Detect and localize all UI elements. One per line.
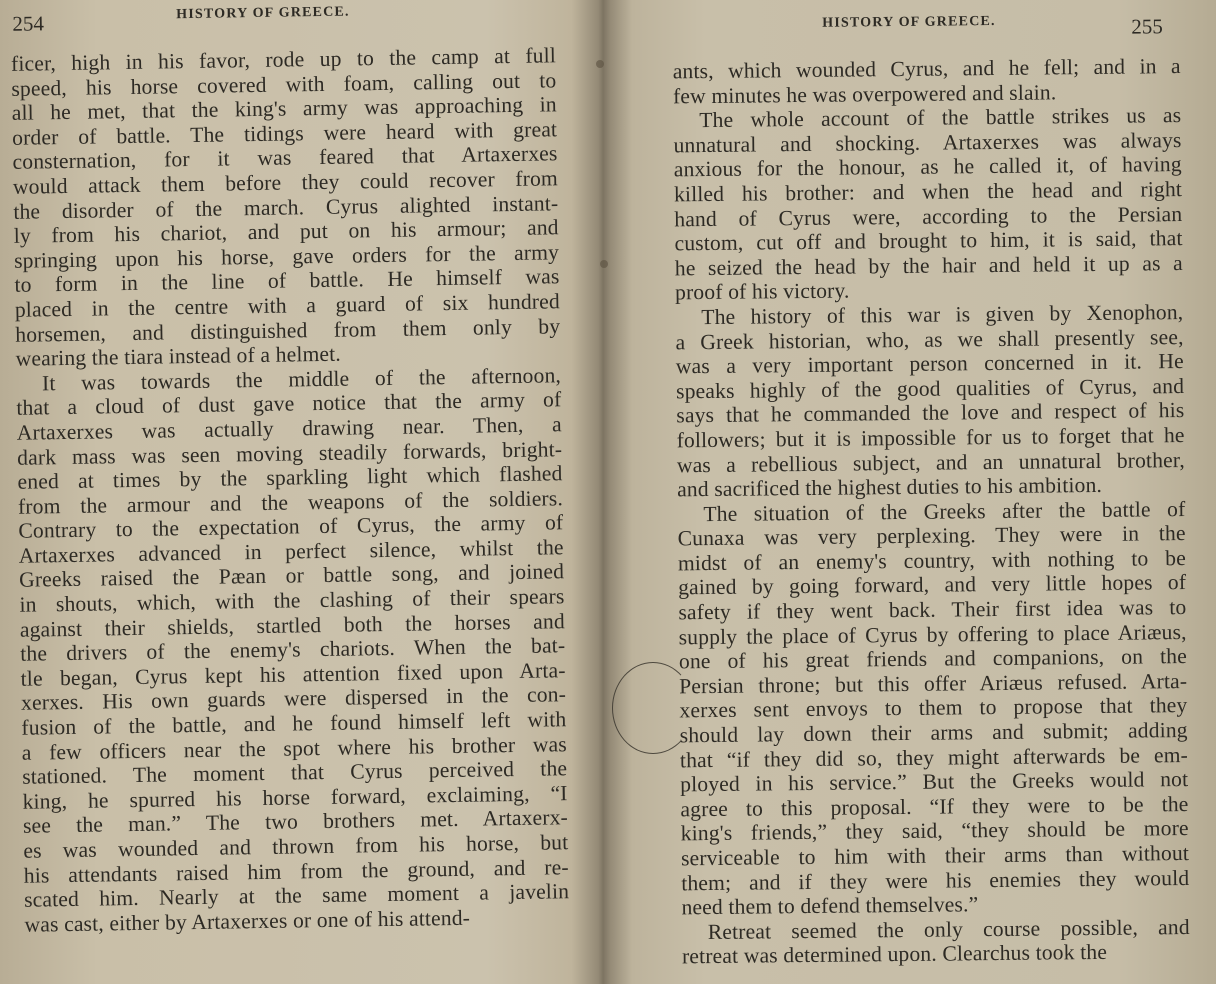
text-line: hand of Cyrus were, according to the Persian	[674, 201, 1183, 231]
text-line: unnatural and shocking. Artaxerxes was always	[673, 127, 1182, 158]
text-line: that “if they did so, they might afterwards be em-	[679, 742, 1189, 772]
text-line: gained by going forward, and very little hopes of	[678, 570, 1187, 600]
text-line: few minutes he was overpowered and slain.	[672, 79, 1057, 108]
text-line: wearing the tiara instead of a helmet.	[15, 341, 342, 371]
text-line: Retreat seemed the only course possible, and	[707, 914, 1190, 944]
text-line: king's friends,” they said, “they should be more	[680, 816, 1189, 846]
text-line: es was wounded and thrown from his horse, but	[23, 830, 569, 863]
gutter-spot	[596, 60, 604, 68]
text-line: It was towards the middle of the afternoon,	[41, 362, 562, 396]
text-line: was a rebellious subject, and an unnatural brother,	[676, 447, 1185, 477]
text-line: horsemen, and distinguished from them only by	[15, 313, 561, 347]
text-line: in shouts, which, with the clashing of their spears	[19, 584, 565, 617]
text-line: followers; but it is impossible for us to forget that he	[676, 422, 1185, 453]
right-page-number: 255	[1131, 14, 1163, 39]
text-line: all he met, that the king's army was approaching in	[11, 92, 557, 126]
text-line: xerxes. His own guards were dispersed in the con-	[20, 682, 567, 716]
text-line: scated him. Nearly at the same moment a javelin	[23, 879, 570, 912]
text-line: speaks highly of the good qualities of Cyrus, and	[675, 373, 1185, 404]
text-line: one of his great friends and companions, on the	[678, 644, 1188, 674]
text-line: The whole account of the battle strikes us as	[699, 103, 1182, 133]
left-page-number: 254	[12, 11, 45, 36]
text-line: a few officers near the spot where his brother was	[21, 731, 567, 765]
left-page-text	[11, 43, 570, 937]
text-line: The history of this war is given by Xenophon,	[701, 299, 1184, 330]
text-line: that a cloud of dust gave notice that the army of	[16, 387, 562, 421]
text-line: says that he commanded the love and respect of his	[676, 398, 1185, 428]
text-line: consternation, for it was feared that Artaxerxes	[12, 141, 558, 175]
text-line: killed his brother: and when the head and right	[673, 177, 1183, 207]
text-line: anxious for the honour, as he called it, of having	[673, 152, 1182, 182]
text-line: was cast, either by Artaxerxes or one of his attend-	[24, 905, 471, 937]
text-line: from the armour and the weapons of the soldiers.	[17, 485, 564, 519]
text-line: ployed in his service.” But the Greeks would not	[680, 767, 1189, 797]
text-line: midst of an enemy's country, with nothing to be	[677, 545, 1186, 576]
text-line: placed in the centre with a guard of six hundred	[14, 289, 560, 322]
text-line: to form in the line of battle. He himself was	[14, 264, 560, 298]
text-line: Persian throne; but this offer Ariæus refused. Arta-	[679, 668, 1188, 699]
text-line: and sacrificed the highest duties to his ambition.	[677, 472, 1103, 502]
text-line: Greeks raised the Pæan or battle song, and joined	[18, 559, 565, 593]
gutter-spot	[600, 260, 608, 268]
text-line: ly from his chariot, and put on his armour; and	[13, 215, 559, 248]
text-line: was a very important person concerned in it. He	[675, 349, 1184, 379]
text-line: fusion of the battle, and he found himself left with	[21, 707, 567, 740]
text-line: agree to this proposal. “If they were to be the	[680, 791, 1189, 822]
text-line: ficer, high in his favor, rode up to the camp at full	[10, 43, 557, 76]
text-line: speed, his horse covered with foam, calling out to	[11, 67, 557, 101]
text-line: tle began, Cyrus kept his attention fixed upon Arta-	[20, 658, 566, 691]
text-line: supply the place of Cyrus by offering to place Ariæus,	[678, 619, 1187, 649]
text-line: The situation of the Greeks after the battle of	[703, 496, 1186, 526]
text-line: see the man.” The two brothers met. Artaxerx-	[22, 805, 569, 839]
left-running-head: HISTORY OF GREECE.	[176, 4, 350, 23]
text-line: custom, cut off and brought to him, it is said, that	[674, 226, 1183, 256]
text-line: order of battle. The tidings were heard with great	[11, 117, 558, 150]
text-line: dark mass was seen moving steadily forwards, bright-	[16, 436, 563, 470]
text-line: Contrary to the expectation of Cyrus, the army of	[18, 510, 564, 544]
text-line: a Greek historian, who, as we shall presently see,	[675, 324, 1184, 354]
text-line: Artaxerxes advanced in perfect silence, whilst the	[18, 535, 564, 568]
text-line: would attack them before they could recover from	[12, 166, 559, 199]
text-line: his attendants raised him from the ground, and re-	[23, 854, 569, 888]
text-line: ants, which wounded Cyrus, and he fell; and in a	[672, 54, 1181, 84]
text-line: the disorder of the march. Cyrus alighted instant-	[13, 190, 559, 224]
right-running-head: HISTORY OF GREECE.	[822, 13, 996, 31]
text-line: he seized the head by the hair and held it up as a	[674, 250, 1183, 281]
text-line: them; and if they were his enemies they would	[681, 865, 1190, 895]
right-page	[612, 0, 1216, 984]
text-line: king, he spurred his horse forward, exclaiming, “I	[22, 780, 568, 814]
text-line: need them to defend themselves.”	[681, 892, 979, 920]
text-line: ened at times by the sparkling light which flashed	[17, 461, 563, 494]
text-line: Artaxerxes was actually drawing near. Then, a	[16, 412, 562, 445]
text-line: springing upon his horse, gave orders for the army	[13, 240, 560, 273]
text-line: should lay down their arms and submit; adding	[679, 718, 1188, 748]
text-line: Cunaxa was very perplexing. They were in the	[677, 521, 1186, 551]
text-line: serviceable to him with their arms than without	[680, 841, 1190, 871]
text-line: retreat was determined upon. Clearchus took the	[681, 940, 1108, 969]
pencil-circle-mark	[612, 662, 694, 754]
text-line: xerxes sent envoys to them to propose that they	[679, 693, 1188, 723]
right-page-text	[673, 54, 1191, 969]
text-line: safety if they went back. Their first idea was to	[678, 595, 1187, 625]
text-line: against their shields, startled both the horses and	[19, 608, 566, 642]
text-line: stationed. The moment that Cyrus perceived the	[22, 756, 568, 789]
text-line: the drivers of the enemy's chariots. When the bat-	[20, 633, 566, 667]
text-line: proof of his victory.	[674, 278, 850, 305]
